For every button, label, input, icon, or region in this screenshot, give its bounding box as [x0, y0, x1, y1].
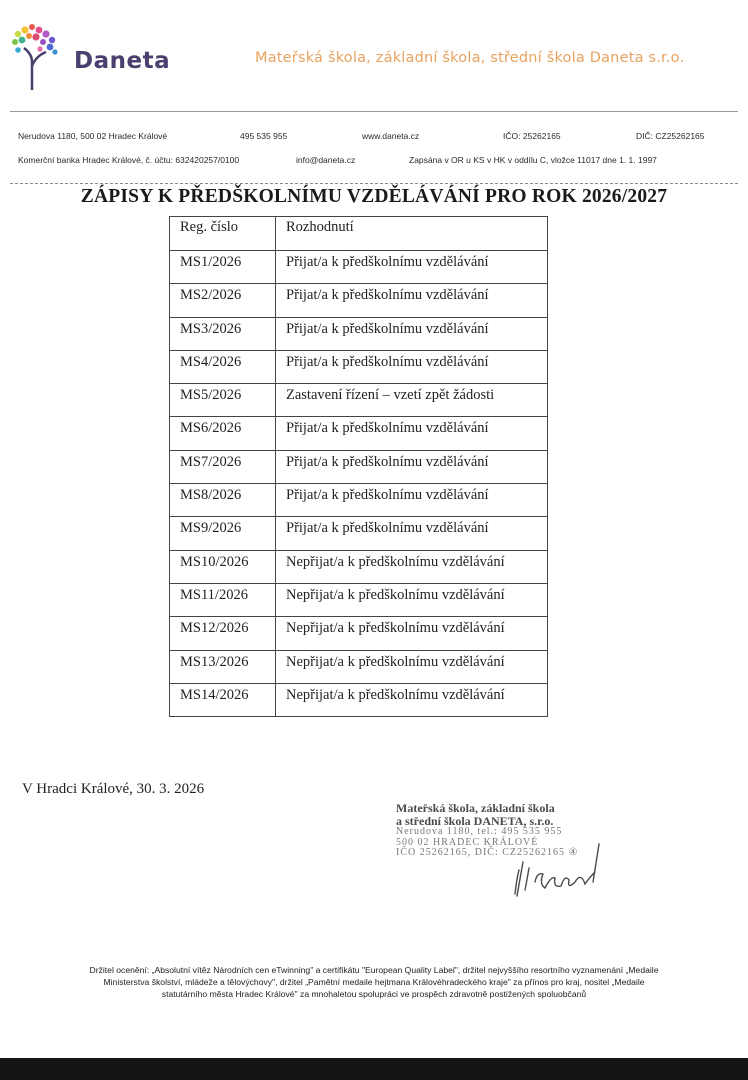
reg-number: MS8/2026	[170, 484, 276, 517]
table-row	[170, 350, 548, 383]
header-reg-number: Reg. číslo	[170, 217, 276, 251]
stamp-line: IČO 25262165, DIČ: CZ25262165 ④	[396, 847, 579, 859]
decision: Nepřijat/a k předškolnímu vzdělávání	[276, 650, 548, 683]
reg-number: MS9/2026	[170, 517, 276, 550]
decision: Přijat/a k předškolnímu vzdělávání	[276, 317, 548, 350]
reg-number: MS4/2026	[170, 350, 276, 383]
stamp-line: 500 02 HRADEC KRÁLOVÉ	[396, 836, 539, 848]
decision: Přijat/a k předškolnímu vzdělávání	[276, 284, 548, 317]
email: info@daneta.cz	[296, 155, 356, 165]
decision: Přijat/a k předškolnímu vzdělávání	[276, 251, 548, 284]
reg-number: MS13/2026	[170, 650, 276, 683]
dic: DIČ: CZ25262165	[636, 131, 705, 141]
table-header-row	[170, 217, 548, 251]
table-row	[170, 417, 548, 450]
decision: Nepřijat/a k předškolnímu vzdělávání	[276, 683, 548, 716]
footer-line: Držitel ocenění: „Absolutní vítěz Národních cen eTwinning" a certifikátu "European Quality Label", držitel nejvyššího resortního vyznamenání „Medaile	[89, 965, 659, 975]
address: Nerudova 1180, 500 02 Hradec Králové	[18, 131, 168, 141]
header-divider	[10, 111, 738, 112]
footer-line: statutárního města Hradec Králové" za mnohaletou spolupráci ve prospěch zdravotně postižených spoluobčanů	[161, 989, 587, 999]
reg-number: MS14/2026	[170, 683, 276, 716]
table-row	[170, 550, 548, 583]
table-row	[170, 484, 548, 517]
table-row	[170, 650, 548, 683]
page-title: ZÁPISY K PŘEDŠKOLNÍMU VZDĚLÁVÁNÍ PRO ROK 2026/2027	[80, 186, 668, 207]
table-row	[170, 317, 548, 350]
footer-awards	[14, 964, 734, 1000]
reg-number: MS5/2026	[170, 384, 276, 417]
phone: 495 535 955	[240, 131, 288, 141]
table-row	[170, 384, 548, 417]
decision: Přijat/a k předškolnímu vzdělávání	[276, 517, 548, 550]
reg-number: MS10/2026	[170, 550, 276, 583]
decision: Nepřijat/a k předškolnímu vzdělávání	[276, 617, 548, 650]
place-date: V Hradci Králové, 30. 3. 2026	[22, 781, 205, 797]
stamp-line: Nerudova 1180, tel.: 495 535 955	[396, 826, 563, 838]
table-row	[170, 683, 548, 716]
decision: Přijat/a k předškolnímu vzdělávání	[276, 484, 548, 517]
decision: Přijat/a k předškolnímu vzdělávání	[276, 417, 548, 450]
signature-icon	[505, 832, 615, 902]
decision: Nepřijat/a k předškolnímu vzdělávání	[276, 550, 548, 583]
reg-number: MS1/2026	[170, 251, 276, 284]
school-name: Mateřská škola, základní škola, střední škola Daneta s.r.o.	[255, 50, 685, 66]
stamp-line: Mateřská škola, základní škola	[396, 801, 555, 815]
table-row	[170, 517, 548, 550]
daneta-logo	[10, 22, 170, 92]
info-divider	[10, 183, 738, 184]
website: www.daneta.cz	[362, 131, 420, 141]
decision: Zastavení řízení – vzetí zpět žádosti	[276, 384, 548, 417]
decision: Přijat/a k předškolnímu vzdělávání	[276, 450, 548, 483]
table-row	[170, 583, 548, 616]
bank-account: Komerční banka Hradec Králové, č. účtu: 632420257/0100	[18, 155, 240, 165]
reg-number: MS11/2026	[170, 583, 276, 616]
table-row	[170, 617, 548, 650]
reg-number: MS7/2026	[170, 450, 276, 483]
ico: IČO: 25262165	[503, 131, 561, 141]
bottom-bar	[0, 1058, 748, 1080]
decision: Nepřijat/a k předškolnímu vzdělávání	[276, 583, 548, 616]
tree-logo-icon	[10, 22, 70, 92]
table-row	[170, 450, 548, 483]
reg-number: MS6/2026	[170, 417, 276, 450]
reg-number: MS2/2026	[170, 284, 276, 317]
company-register: Zapsána v OR u KS v HK v oddílu C, vložce 11017 dne 1. 1. 1997	[409, 155, 657, 165]
brand-name: Daneta	[74, 48, 171, 74]
stamp-line: a střední škola DANETA, s.r.o.	[396, 813, 554, 828]
reg-number: MS3/2026	[170, 317, 276, 350]
table-row	[170, 251, 548, 284]
footer-line: Ministerstva školství, mládeže a tělovýchovy", držitel „Pamětní medaile hejtmana Královéhradeckého kraje" za přínos pro kraj, nositel „Medaile	[103, 977, 645, 987]
reg-number: MS12/2026	[170, 617, 276, 650]
decision: Přijat/a k předškolnímu vzdělávání	[276, 350, 548, 383]
table-row	[170, 284, 548, 317]
header-decision: Rozhodnutí	[276, 217, 548, 251]
results-table	[169, 216, 548, 717]
